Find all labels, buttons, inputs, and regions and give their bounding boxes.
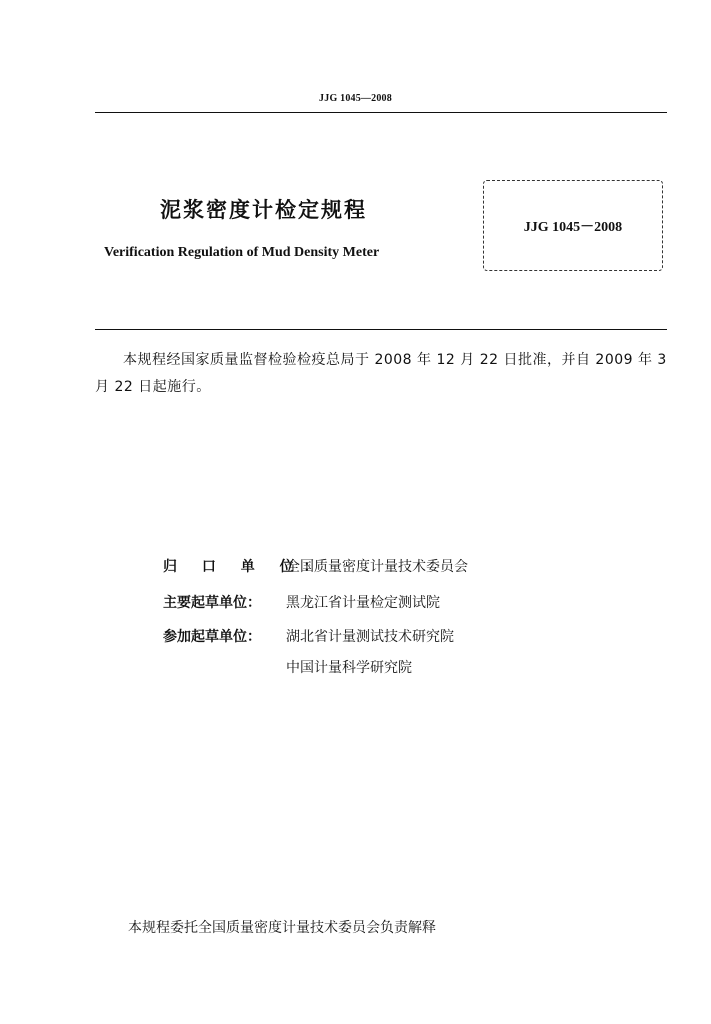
approval-statement: 本规程经国家质量监督检验检疫总局于 2008 年 12 月 22 日批准，并自 2009 年 3 月 22 日起施行。 [95,352,667,395]
standard-code-box [483,180,663,271]
responsible-unit-label: 归 口 单 位： [163,559,328,575]
co-drafter-value: 中国计量科学研究院 [286,660,412,676]
co-drafter-label: 参加起草单位： [163,629,261,645]
title-chinese: 泥浆密度计检定规程 [160,198,367,222]
main-drafter-label: 主要起草单位： [163,595,261,611]
section-rule [95,329,667,330]
header-standard-code: JJG 1045—2008 [319,93,392,104]
main-drafter-value: 黑龙江省计量检定测试院 [286,595,440,611]
co-drafter-value: 湖北省计量测试技术研究院 [286,629,454,645]
interpretation-note: 本规程委托全国质量密度计量技术委员会负责解释 [128,920,436,936]
standard-code-box-text: JJG 1045－2008 [523,219,623,235]
header-rule [95,112,667,113]
responsible-unit-value: 全国质量密度计量技术委员会 [286,559,468,575]
title-english: Verification Regulation of Mud Density Meter [104,245,380,260]
